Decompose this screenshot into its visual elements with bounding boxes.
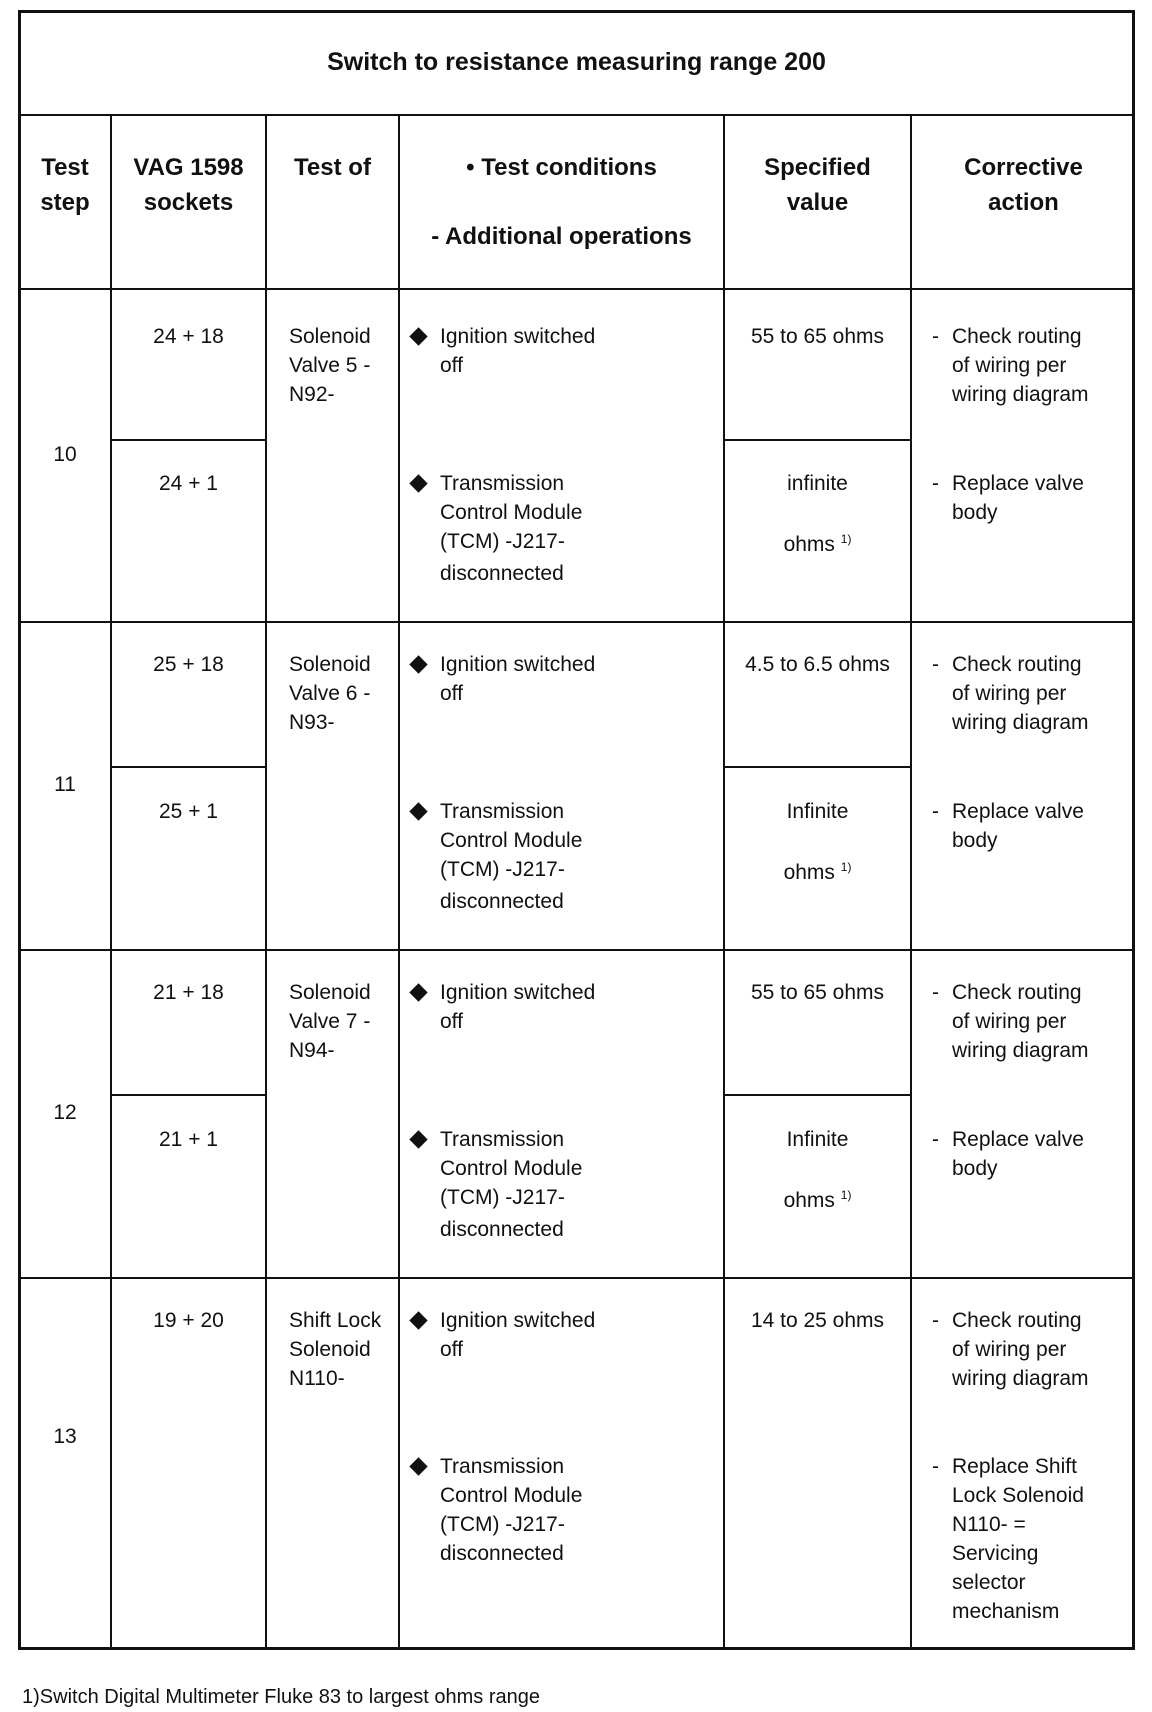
specified-value: 55 to 65 ohms: [750, 981, 885, 1004]
test-condition: Ignition switched off: [440, 653, 596, 705]
footnote: 1)Switch Digital Multimeter Fluke 83 to largest ohms range: [22, 1686, 540, 1708]
header-corrective: Corrective action: [964, 154, 1083, 216]
divider: [112, 439, 266, 441]
socket-pair: 25 + 1: [159, 800, 218, 823]
socket-pair: 21 + 1: [159, 1128, 218, 1151]
corrective-action: Check routing of wiring per wiring diagram: [952, 981, 1089, 1062]
divider: [18, 114, 1135, 116]
test-condition: Transmission Control Module (TCM) -J217- disconnected: [440, 1128, 583, 1241]
divider: [18, 288, 1135, 290]
test-component: Solenoid Valve 6 - N93-: [289, 653, 371, 734]
socket-pair: 24 + 18: [153, 325, 224, 348]
header-operations: - Additional operations: [431, 223, 692, 250]
test-step: 11: [54, 773, 76, 796]
corrective-action: Replace Shift Lock Solenoid N110- = Servicing selector mechanism: [952, 1455, 1084, 1623]
corrective-action: Replace valve body: [952, 1128, 1084, 1180]
test-component: Solenoid Valve 5 - N92-: [289, 325, 371, 406]
test-condition: Ignition switched off: [440, 981, 596, 1033]
socket-pair: 21 + 18: [153, 981, 224, 1004]
test-step: 13: [53, 1425, 77, 1448]
test-condition: Ignition switched off: [440, 325, 596, 377]
corrective-dash: -: [932, 981, 939, 1004]
header-test-step: Test step: [40, 154, 90, 216]
socket-pair: 19 + 20: [153, 1309, 224, 1332]
specified-value: infinite ohms $^{1)}$: [783, 472, 852, 556]
specified-value: 55 to 65 ohms: [750, 325, 885, 348]
divider: [18, 621, 1135, 623]
divider: [112, 1094, 266, 1096]
footnote-ref: 1): [840, 532, 852, 546]
test-component: Shift Lock Solenoid N110-: [289, 1309, 382, 1390]
test-condition: Transmission Control Module (TCM) -J217- disconnected: [440, 800, 583, 913]
corrective-dash: -: [932, 800, 939, 823]
table-title: Switch to resistance measuring range 200: [327, 48, 826, 76]
test-component: Solenoid Valve 7 - N94-: [289, 981, 371, 1062]
divider: [724, 1094, 911, 1096]
corrective-action: Replace valve body: [952, 472, 1084, 524]
corrective-action: Replace valve body: [952, 800, 1084, 852]
divider: [265, 114, 267, 1650]
socket-pair: 24 + 1: [159, 472, 218, 495]
divider: [398, 114, 400, 1650]
specified-value: 4.5 to 6.5 ohms: [745, 653, 890, 676]
corrective-action: Check routing of wiring per wiring diagram: [952, 325, 1089, 406]
footnote-ref: 1): [840, 860, 852, 874]
test-step: 12: [53, 1101, 77, 1124]
header-conditions: • Test conditions: [466, 154, 657, 181]
corrective-dash: -: [932, 1128, 939, 1151]
corrective-action: Check routing of wiring per wiring diagram: [952, 1309, 1089, 1390]
test-condition: Transmission Control Module (TCM) -J217- disconnected: [440, 472, 583, 585]
divider: [724, 439, 911, 441]
divider: [18, 1277, 1135, 1279]
specified-value: Infinite ohms $^{1)}$: [783, 1128, 852, 1212]
corrective-dash: -: [932, 653, 939, 676]
corrective-dash: -: [932, 472, 939, 495]
header-sockets: VAG 1598 sockets: [133, 154, 244, 216]
corrective-dash: -: [932, 325, 939, 348]
divider: [910, 114, 912, 1650]
header-specified: Specified value: [764, 154, 871, 216]
test-step: 10: [53, 443, 77, 466]
divider: [112, 766, 266, 768]
header-test-of: Test of: [294, 154, 371, 181]
divider: [18, 949, 1135, 951]
socket-pair: 25 + 18: [153, 653, 224, 676]
specified-value: 14 to 25 ohms: [750, 1309, 885, 1332]
corrective-action: Check routing of wiring per wiring diagram: [952, 653, 1089, 734]
specified-value: Infinite ohms $^{1)}$: [783, 800, 852, 884]
footnote-ref: 1): [840, 1188, 852, 1202]
corrective-dash: -: [932, 1309, 939, 1332]
test-condition: Ignition switched off: [440, 1309, 596, 1361]
test-condition: Transmission Control Module (TCM) -J217- disconnected: [440, 1455, 583, 1565]
divider: [724, 766, 911, 768]
corrective-dash: -: [932, 1455, 939, 1478]
